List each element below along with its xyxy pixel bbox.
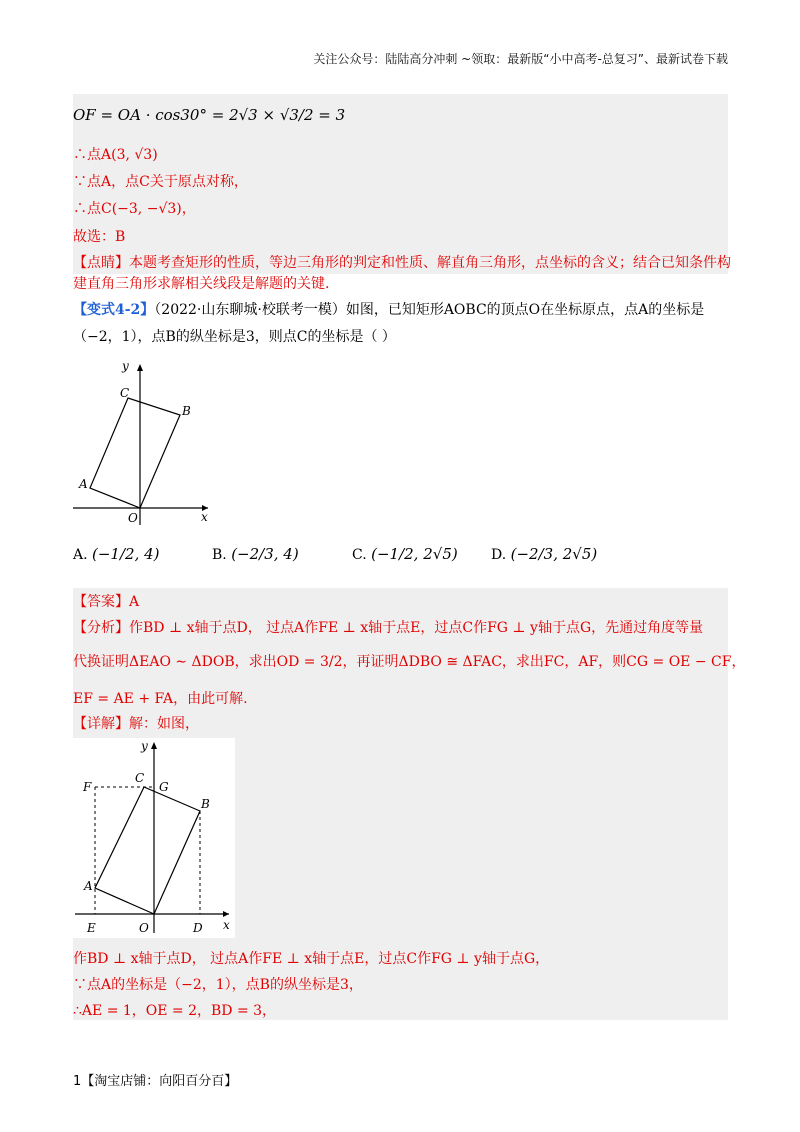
label-c: C	[120, 386, 130, 400]
label-y: y	[122, 360, 129, 373]
label-f: F	[83, 780, 92, 794]
analysis-line-2: 代换证明ΔEAO ∼ ΔDOB，求出OD = 3/2，再证明ΔDBO ≅ ΔFAC，求出FC，AF，则CG = OE − CF，	[73, 654, 746, 670]
y-axis-arrow-icon	[137, 364, 143, 371]
problem-line-2: （−2，1），点B的纵坐标是3，则点C的坐标是（ ）	[73, 329, 396, 345]
comment-line-2: 建直角三角形求解相关线段是解题的关键.	[73, 276, 330, 292]
comment-line-1: 【点睛】本题考查矩形的性质，等边三角形的判定和性质、解直角三角形，点坐标的含义；结合已知条件构	[73, 255, 731, 271]
choice-b[interactable]: B. (−2/3, 4)	[212, 545, 299, 563]
step-line-3: ∴AE = 1，OE = 2，BD = 3，	[73, 1003, 277, 1019]
label-e: E	[87, 921, 96, 935]
label-g: G	[159, 780, 169, 794]
detail-line: 【详解】解：如图，	[73, 716, 199, 732]
figure-1-coordinate-diagram	[70, 360, 220, 530]
analysis-line-1: 【分析】作BD ⊥ x轴于点D， 过点A作FE ⊥ x轴于点E，过点C作FG ⊥ y轴于点G，先通过角度等量	[73, 620, 704, 636]
page-header: 关注公众号：陆陆高分冲刺 ~领取：最新版“小中高考-总复习”、最新试卷下载	[313, 52, 728, 66]
problem-text-1: （2022·山东聊城·校联考一模）如图，已知矩形AOBC的顶点O在坐标原点，点A的坐标是	[154, 302, 705, 318]
step-line-2: ∵点A的坐标是（−2，1），点B的纵坐标是3，	[73, 977, 363, 993]
label-o: O	[128, 511, 138, 525]
figure-2-solution-diagram	[73, 738, 235, 938]
answer-line: 【答案】A	[73, 594, 140, 610]
choice-a[interactable]: A. (−1/2, 4)	[73, 545, 160, 563]
answer-value: A	[129, 594, 140, 610]
step-line-1: 作BD ⊥ x轴于点D， 过点A作FE ⊥ x轴于点E，过点C作FG ⊥ y轴于点G，	[73, 951, 550, 967]
label-o: O	[139, 921, 149, 935]
choice-d[interactable]: D. (−2/3, 2√5)	[491, 545, 598, 563]
label-a: A	[84, 879, 93, 893]
of-equation: OF = OA · cos30° = 2√3 × √3/2 = 3	[73, 106, 346, 124]
problem-tag: 【变式4-2】	[73, 302, 155, 318]
symmetry-statement: ∵点A，点C关于原点对称，	[73, 174, 248, 190]
point-a-statement: ∴点A(3, √3)	[73, 147, 158, 163]
page-footer: 1【淘宝店铺：向阳百分百】	[73, 1074, 238, 1089]
label-x: x	[201, 510, 208, 524]
problem-line-1	[73, 300, 704, 320]
point-c-statement: ∴点C(−3, −√3)，	[73, 201, 196, 217]
label-b: B	[201, 797, 210, 811]
label-d: D	[193, 921, 203, 935]
label-b: B	[182, 404, 191, 418]
label-a: A	[79, 477, 88, 491]
choice-c[interactable]: C. (−1/2, 2√5)	[352, 545, 458, 563]
label-y: y	[141, 739, 148, 753]
label-c: C	[135, 771, 145, 785]
label-x: x	[223, 918, 230, 932]
analysis-line-3: EF = AE + FA，由此可解.	[73, 691, 248, 707]
rectangle-aobc	[90, 398, 180, 508]
choose-statement: 故选：B	[73, 229, 126, 245]
